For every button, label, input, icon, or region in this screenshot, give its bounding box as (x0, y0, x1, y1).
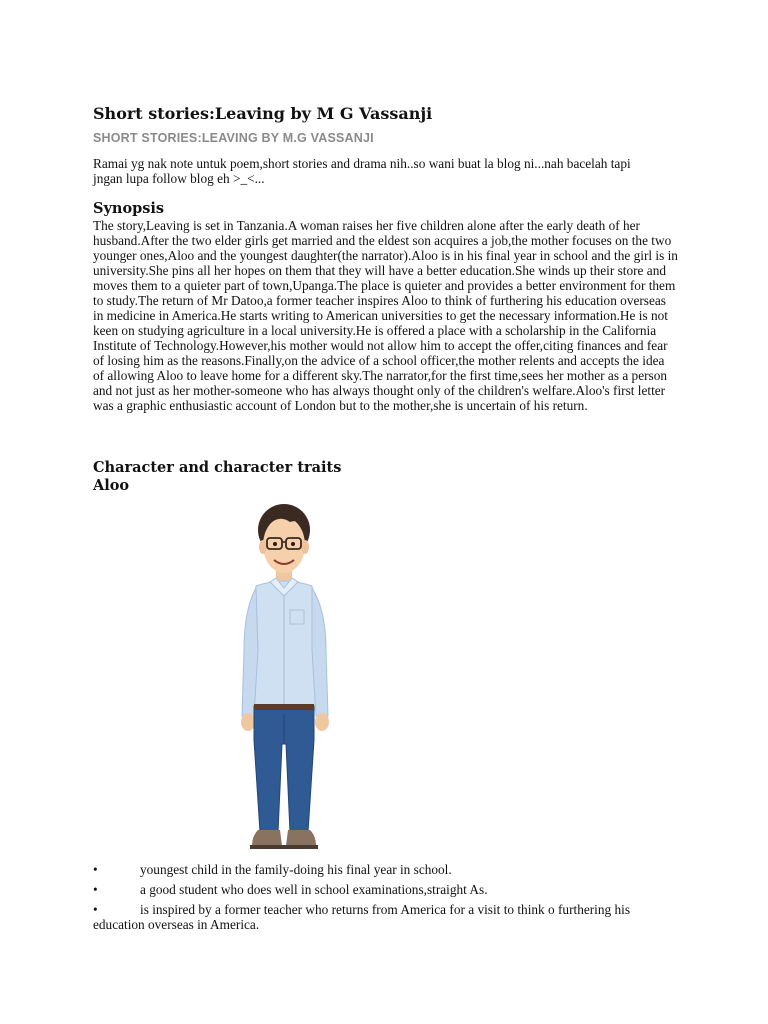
aloo-illustration (234, 500, 364, 858)
left-hand (241, 713, 255, 731)
synopsis-paragraph: The story,Leaving is set in Tanzania.A woman raises her five children alone after the early death of her husband.After the two elder girls get married and the eldest son acquires a job,the mother focuses on the two younger ones,Aloo and the youngest daughter(the narrator).Aloo is in his final year in school and the girl is in university.She pins all her hopes on them that they will have a better education.She winds up their store and moves them to a quieter part of town,Upanga.The place is quieter and provides a better environment for them to study.The return of Mr Datoo,a former teacher inspires Aloo to think of furthering his education overseas in medicine in America.He starts writing to American universities to get the necessary information.He is not keen on studying agriculture in a local university.He is offered a place with a scholarship in the California Institute of Technology.However,his mother would not allow him to accept the offer,citing finances and fear of losing him as the reasons.Finally,on the advice of a school officer,the mother relents and accepts the idea of allowing Aloo to leave home for a different sky.The narrator,for the first time,sees her mother as a person and not just as her mother-someone who has always thought only of the children's welfare.Aloo's first letter was a graphic enthusiastic account of London but to the mother,she is uncertain of his return. (93, 218, 678, 413)
left-arm (242, 588, 258, 716)
right-ear (301, 540, 309, 554)
bullet-icon: • (93, 902, 98, 917)
trait-text: youngest child in the family-doing his final year in school. (140, 862, 452, 877)
bullet-icon: • (93, 862, 98, 877)
article-subtitle: SHORT STORIES:LEAVING BY M.G VASSANJI (93, 131, 374, 145)
characters-heading: Character and character traits (93, 459, 342, 476)
bullet-icon: • (93, 882, 98, 897)
list-item (93, 882, 653, 897)
trait-text: is inspired by a former teacher who returns from America for a visit to think o furthering his education overseas in America. (93, 902, 631, 932)
article-title: Short stories:Leaving by M G Vassanji (93, 104, 433, 123)
right-hand (315, 713, 329, 731)
right-shoe (286, 830, 316, 846)
article (93, 100, 678, 413)
belt (254, 704, 314, 710)
characters-section (93, 459, 341, 495)
left-ear (259, 540, 267, 554)
list-item (93, 902, 653, 932)
character-name-heading: Aloo (93, 477, 130, 494)
intro-paragraph: Ramai yg nak note untuk poem,short stories and drama nih..so wani buat la blog ni...nah bacelah tapi jngan lupa follow blog eh >_<... (93, 156, 631, 186)
left-shoe (252, 830, 282, 846)
trait-text: a good student who does well in school examinations,straight As. (140, 882, 488, 897)
cartoon-boy-image (234, 500, 364, 858)
list-item (93, 862, 653, 877)
synopsis-heading: Synopsis (93, 200, 165, 217)
character-traits-list (93, 862, 653, 937)
right-arm (312, 588, 328, 716)
